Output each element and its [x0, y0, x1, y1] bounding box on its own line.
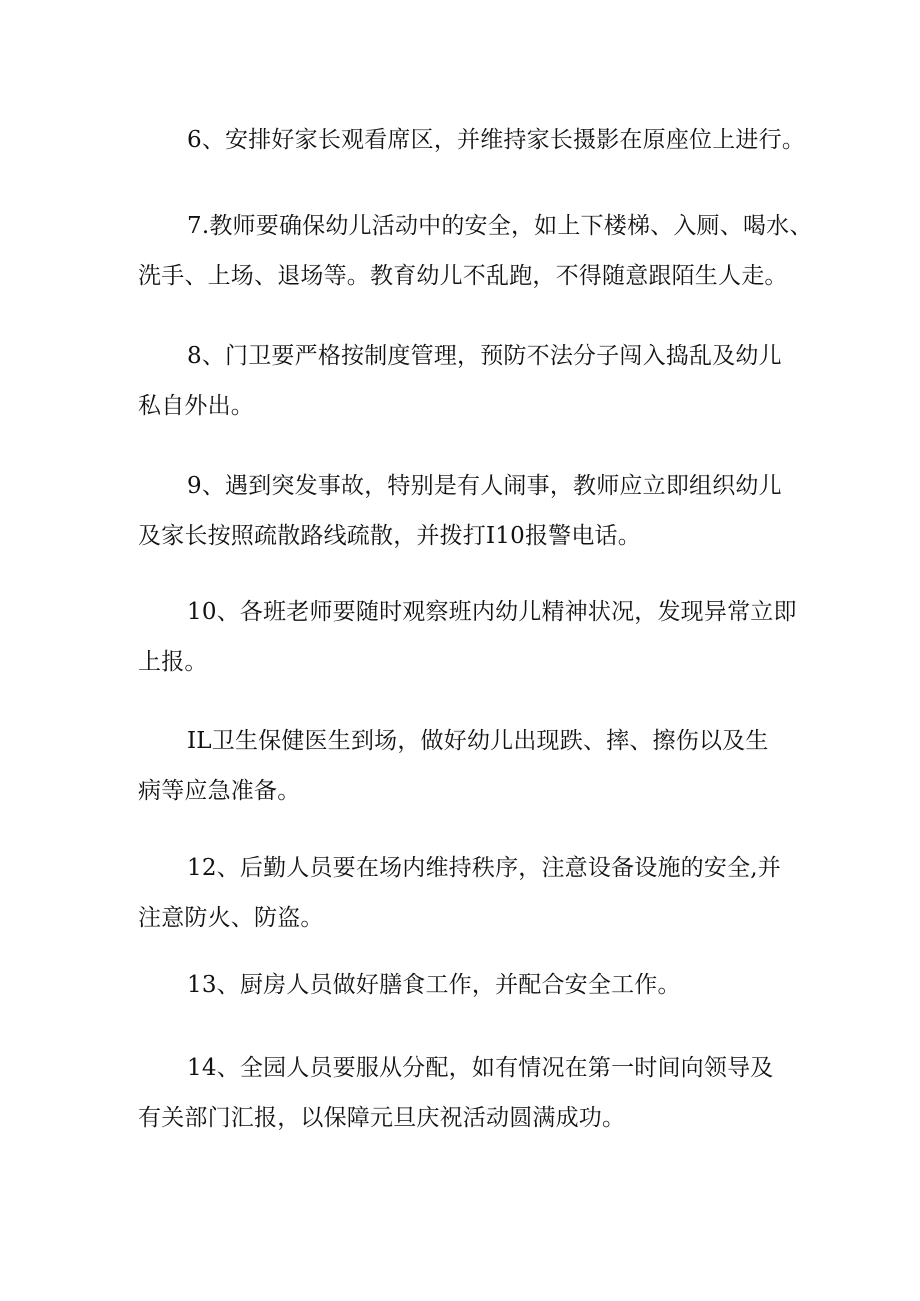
paragraph-line: IL卫生保健医生到场，做好幼儿出现跌、摔、擦伤以及生: [187, 728, 769, 754]
paragraph-line: 病等应急准备。: [138, 778, 301, 804]
paragraph-item-13: [138, 960, 798, 1010]
paragraph-line: 7.教师要确保幼儿活动中的安全，如上下楼梯、入厕、喝水、: [187, 213, 813, 239]
paragraph-line: 6、安排好家长观看席区，并维持家长摄影在原座位上进行。: [187, 127, 806, 153]
paragraph-item-12: [138, 843, 798, 943]
paragraph-line: 注意防火、防盗。: [138, 905, 324, 931]
paragraph-line: 13、厨房人员做好膳食工作，并配合安全工作。: [187, 972, 681, 998]
paragraph-line: 10、各班老师要随时观察班内幼儿精神状况，发现异常立即: [187, 599, 797, 625]
paragraph-item-6: [138, 115, 806, 165]
paragraph-item-14: [138, 1043, 798, 1143]
paragraph-line: 洗手、上场、退场等。教育幼儿不乱跑，不得随意跟陌生人走。: [138, 263, 788, 289]
paragraph-line: 14、全园人员要服从分配，如有情况在第一时间向领导及: [187, 1055, 774, 1081]
paragraph-line: 12、后勤人员要在场内维持秩序，注意设备设施的安全,并: [187, 855, 781, 881]
paragraph-line: 有关部门汇报，以保障元旦庆祝活动圆满成功。: [138, 1105, 626, 1131]
paragraph-item-7: [138, 201, 813, 301]
paragraph-line: 私自外出。: [138, 393, 254, 419]
paragraph-line: 上报。: [138, 649, 208, 675]
paragraph-line: 9、遇到突发事故，特别是有人闹事，教师应立即组织幼儿: [187, 473, 782, 499]
paragraph-item-8: [138, 331, 798, 431]
paragraph-item-11: [138, 716, 798, 816]
paragraph-line: 及家长按照疏散路线疏散，并拨打I10报警电话。: [138, 523, 641, 549]
paragraph-line: 8、门卫要严格按制度管理，预防不法分子闯入捣乱及幼儿: [187, 343, 782, 369]
paragraph-item-10: [138, 587, 798, 687]
paragraph-item-9: [138, 461, 798, 561]
